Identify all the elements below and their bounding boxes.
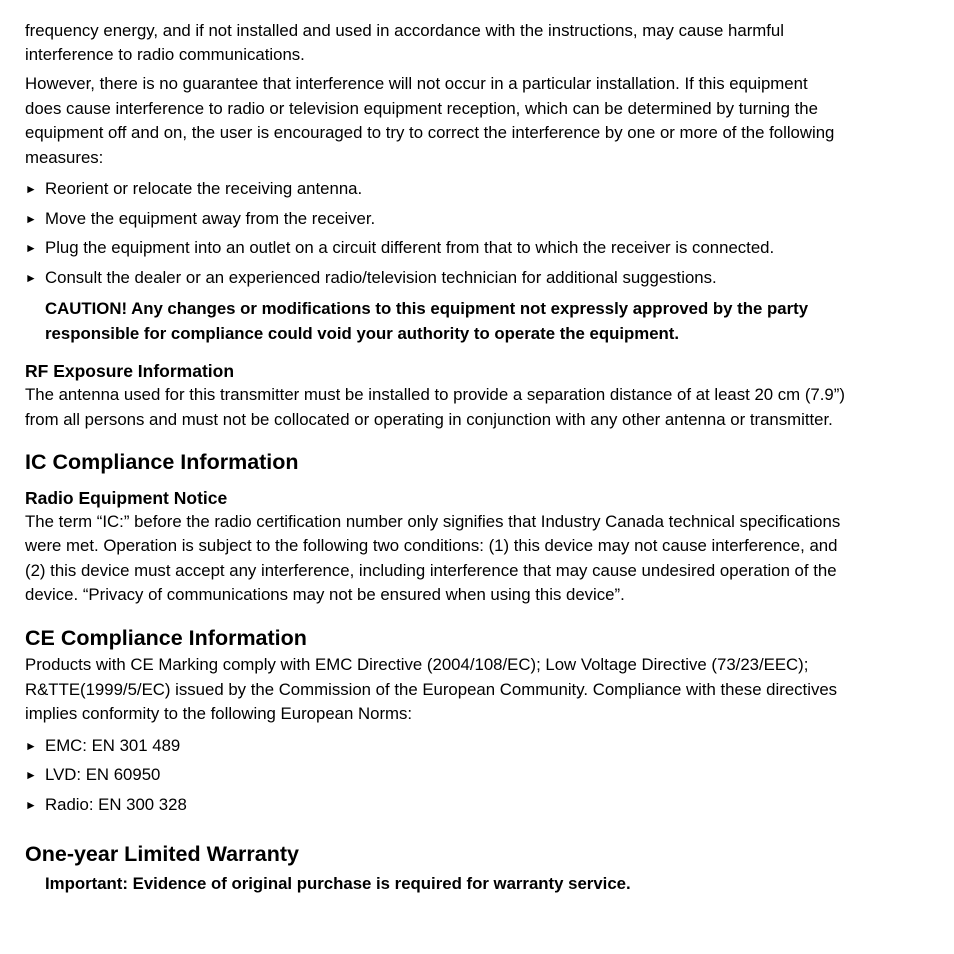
paragraph-line: Products with CE Marking comply with EMC Directive (2004/108/EC); Low Voltage Directive (73/23/EEC);: [25, 655, 809, 674]
paragraph-line: The antenna used for this transmitter must be installed to provide a separation distance of at least 20 cm (7.9”): [25, 385, 845, 404]
list-item-text: Move the equipment away from the receiver.: [45, 209, 376, 228]
list-item-text: EMC: EN 301 489: [45, 736, 181, 755]
paragraph-line: implies conformity to the following European Norms:: [25, 704, 413, 723]
paragraph-line: device. “Privacy of communications may not be ensured when using this device”.: [25, 585, 625, 604]
list-item-text: Consult the dealer or an experienced radio/television technician for additional suggestions.: [45, 268, 717, 287]
warranty-heading: One-year Limited Warranty: [25, 842, 299, 866]
radio-equipment-notice-heading: Radio Equipment Notice: [25, 488, 228, 508]
ce-compliance-heading: CE Compliance Information: [25, 626, 307, 650]
bullet-triangle-icon: ►: [25, 271, 37, 285]
paragraph-line: equipment off and on, the user is encouraged to try to correct the interference by one or more of the following: [25, 123, 835, 142]
caution-line: responsible for compliance could void your authority to operate the equipment.: [45, 324, 680, 343]
paragraph-line: However, there is no guarantee that interference will not occur in a particular installation. If this equipment: [25, 74, 808, 93]
list-item-text: LVD: EN 60950: [45, 765, 161, 784]
paragraph-line: from all persons and must not be collocated or operating in conjunction with any other antenna or transmitter.: [25, 410, 833, 429]
rf-exposure-heading: RF Exposure Information: [25, 361, 235, 381]
bullet-triangle-icon: ►: [25, 739, 37, 753]
paragraph-line: interference to radio communications.: [25, 45, 305, 64]
list-item-text: Reorient or relocate the receiving antenna.: [45, 179, 363, 198]
ic-compliance-heading: IC Compliance Information: [25, 450, 299, 474]
paragraph-line: does cause interference to radio or television equipment reception, which can be determined by turning the: [25, 99, 818, 118]
bullet-triangle-icon: ►: [25, 798, 37, 812]
paragraph-line: (2) this device must accept any interference, including interference that may cause undesired operation of the: [25, 561, 837, 580]
important-note: Important: Evidence of original purchase is required for warranty service.: [45, 874, 631, 893]
list-item-text: Plug the equipment into an outlet on a circuit different from that to which the receiver is connected.: [45, 238, 775, 257]
list-item-text: Radio: EN 300 328: [45, 795, 187, 814]
paragraph-line: were met. Operation is subject to the following two conditions: (1) this device may not cause interference, and: [25, 536, 838, 555]
paragraph-line: R&TTE(1999/5/EC) issued by the Commission of the European Community. Compliance with these directives: [25, 680, 838, 699]
bullet-triangle-icon: ►: [25, 212, 37, 226]
bullet-triangle-icon: ►: [25, 241, 37, 255]
paragraph-line: The term “IC:” before the radio certification number only signifies that Industry Canada technical specifications: [25, 512, 841, 531]
bullet-triangle-icon: ►: [25, 768, 37, 782]
paragraph-line: frequency energy, and if not installed and used in accordance with the instructions, may cause harmful: [25, 21, 784, 40]
caution-line: CAUTION! Any changes or modifications to this equipment not expressly approved by the party: [45, 299, 809, 318]
bullet-triangle-icon: ►: [25, 182, 37, 196]
paragraph-line: measures:: [25, 148, 104, 167]
